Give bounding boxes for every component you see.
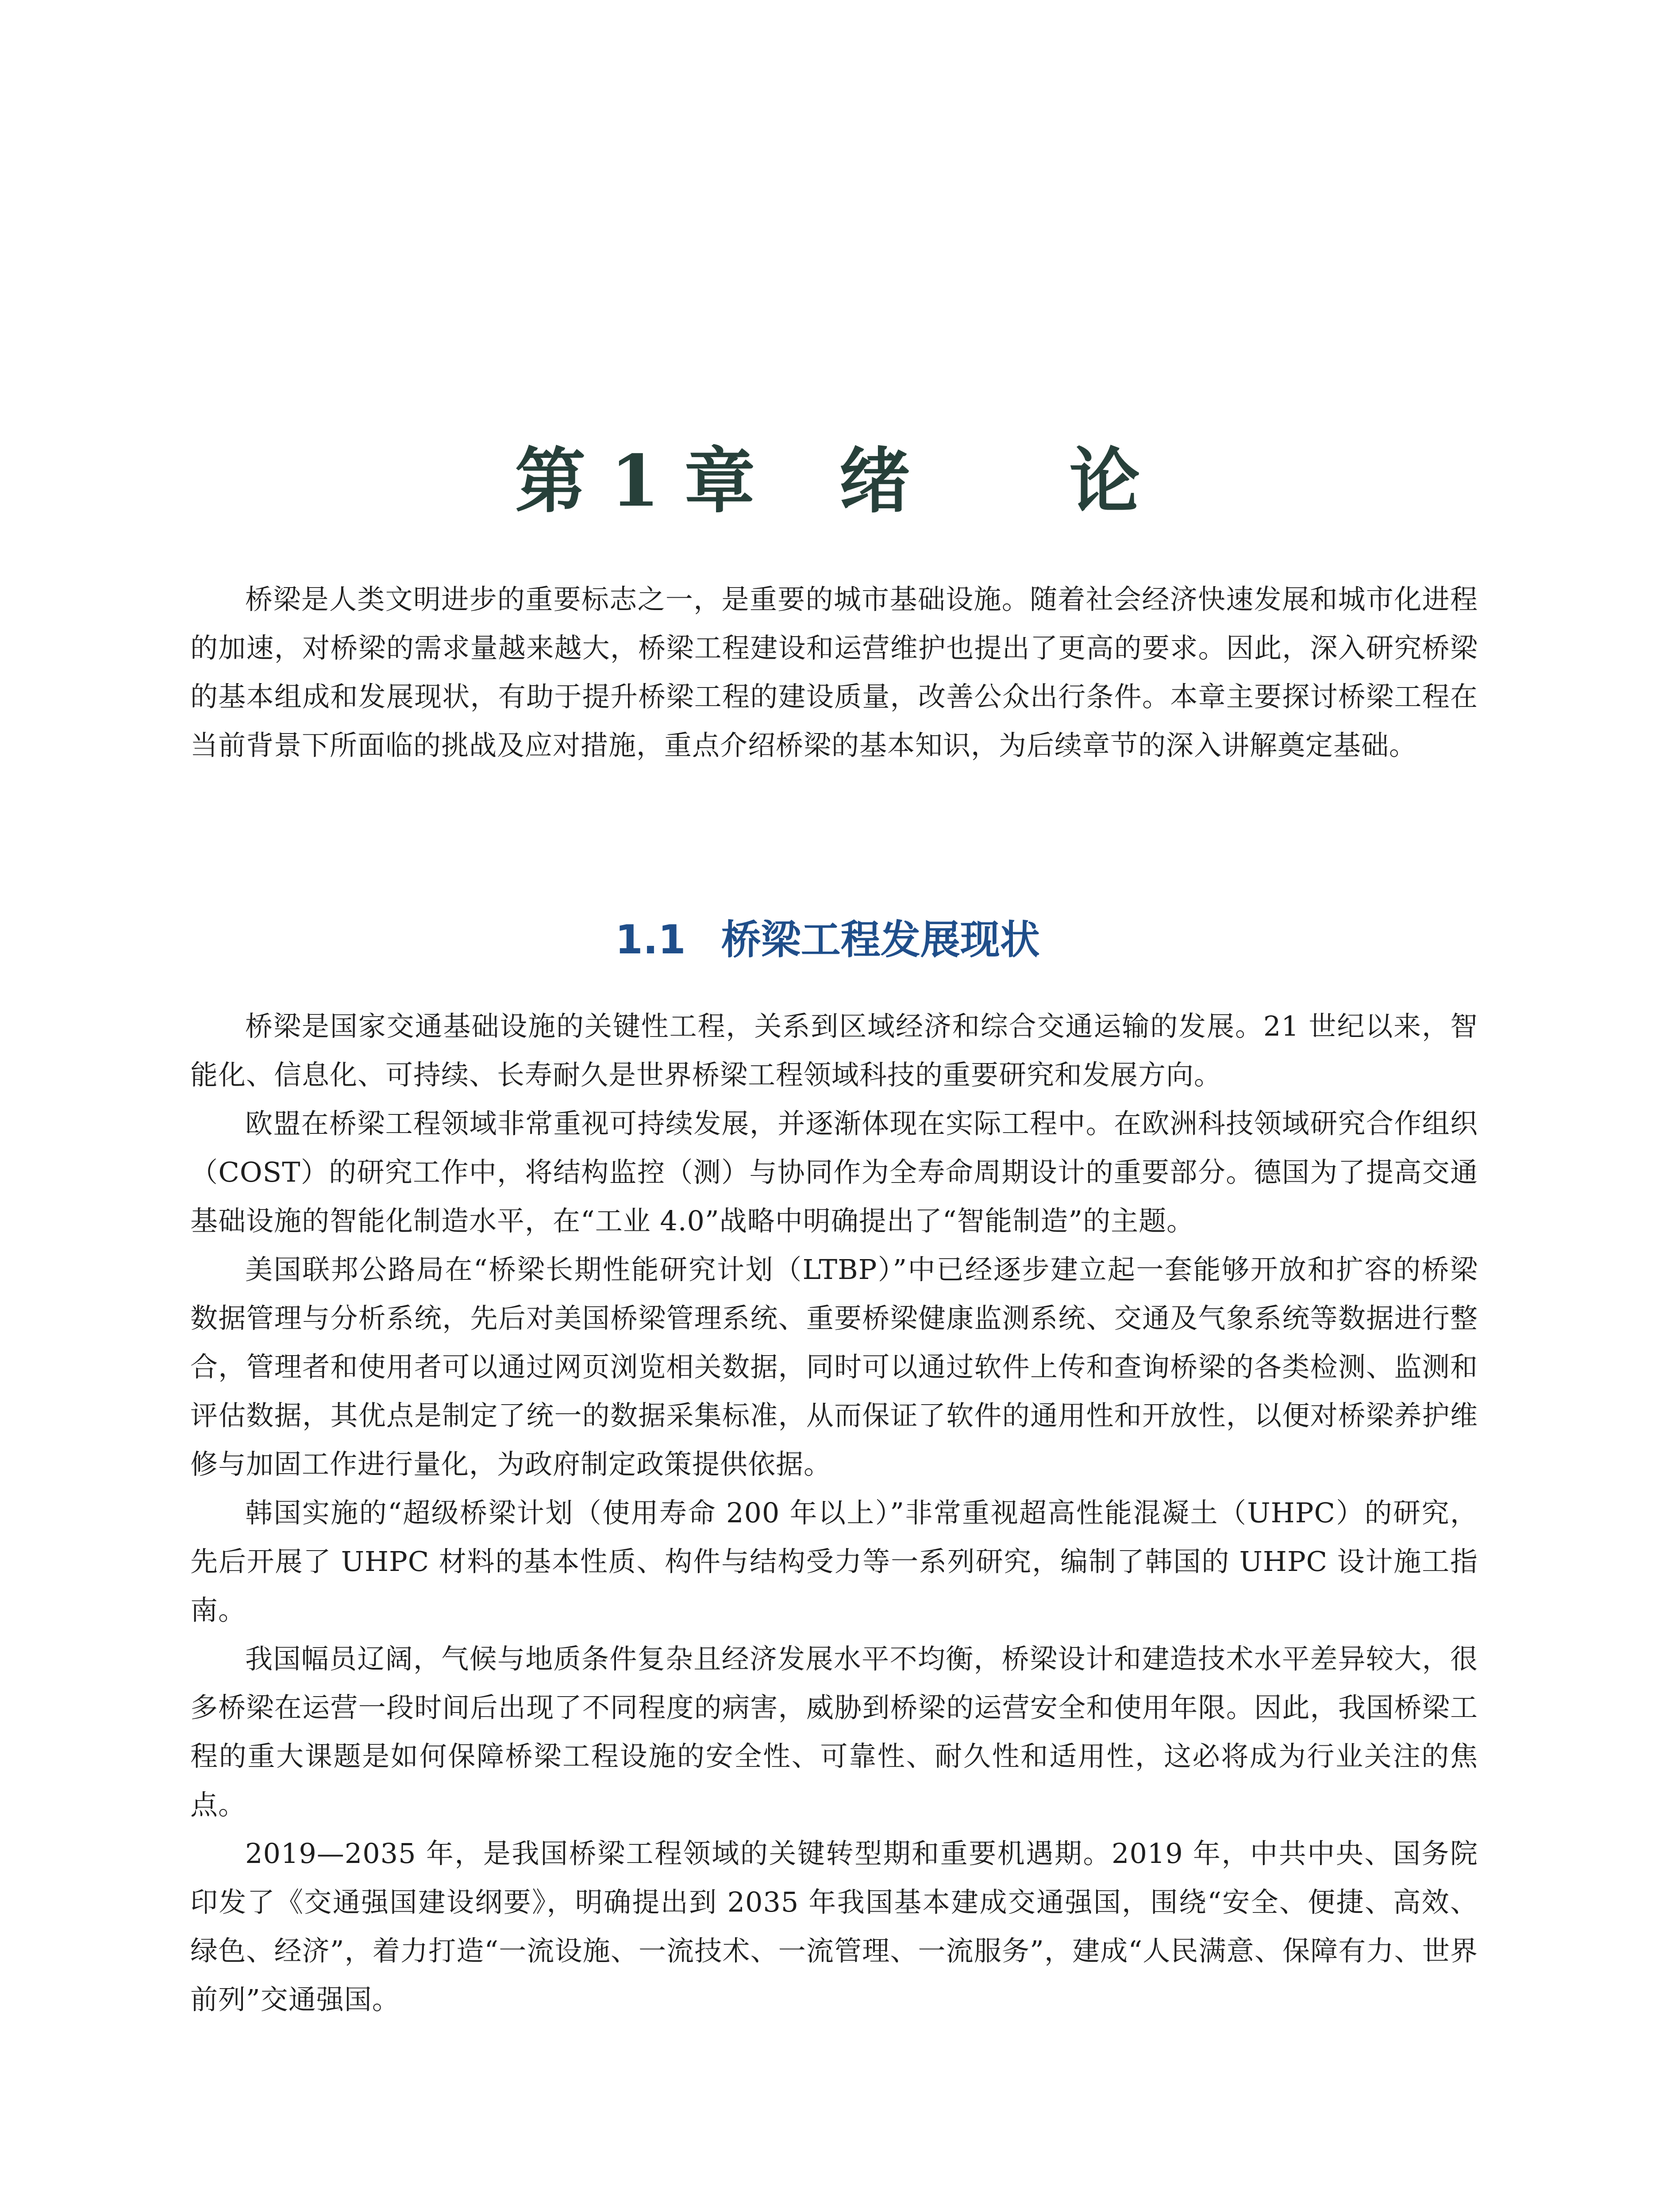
- chapter-intro: [190, 575, 1478, 770]
- section-body: [190, 1002, 1478, 2024]
- chapter-title: [0, 437, 1655, 525]
- body-paragraph: 桥梁是国家交通基础设施的关键性工程，关系到区域经济和综合交通运输的发展。21 世纪以来，智能化、信息化、可持续、长寿耐久是世界桥梁工程领域科技的重要研究和发展方向。: [190, 1010, 1478, 1091]
- section-title: 桥梁工程发展现状: [721, 916, 1040, 963]
- body-paragraph: 美国联邦公路局在“桥梁长期性能研究计划（LTBP）”中已经逐步建立起一套能够开放和扩容的桥梁数据管理与分析系统，先后对美国桥梁管理系统、重要桥梁健康监测系统、交通及气象系统等数据进行整合，管理者和使用者可以通过网页浏览相关数据，同时可以通过软件上传和查询桥梁的各类检测、监测和评估数据，其优点是制定了统一的数据采集标准，从而保证了软件的通用性和开放性，以便对桥梁养护维修与加固工作进行量化，为政府制定政策提供依据。: [190, 1253, 1478, 1480]
- section-heading: [0, 914, 1655, 967]
- chapter-title-char-1: 绪: [839, 439, 910, 523]
- body-paragraph: 我国幅员辽阔，气候与地质条件复杂且经济发展水平不均衡，桥梁设计和建造技术水平差异较大，很多桥梁在运营一段时间后出现了不同程度的病害，威胁到桥梁的运营安全和使用年限。因此，我国桥梁工程的重大课题是如何保障桥梁工程设施的安全性、可靠性、耐久性和适用性，这必将成为行业关注的焦点。: [190, 1643, 1478, 1821]
- body-paragraph: 欧盟在桥梁工程领域非常重视可持续发展，并逐渐体现在实际工程中。在欧洲科技领域研究合作组织（COST）的研究工作中，将结构监控（测）与协同作为全寿命周期设计的重要部分。德国为了提高交通基础设施的智能化制造水平，在“工业 4.0”战略中明确提出了“智能制造”的主题。: [190, 1107, 1478, 1237]
- body-paragraph: 2019—2035 年，是我国桥梁工程领域的关键转型期和重要机遇期。2019 年，中共中央、国务院印发了《交通强国建设纲要》，明确提出到 2035 年我国基本建成交通强国，围绕“安全、便捷、高效、绿色、经济”，着力打造“一流设施、一流技术、一流管理、一流服务”，建成“人民满意、保障有力、世界前列”交通强国。: [190, 1837, 1478, 2016]
- intro-paragraph: 桥梁是人类文明进步的重要标志之一，是重要的城市基础设施。随着社会经济快速发展和城市化进程的加速，对桥梁的需求量越来越大，桥梁工程建设和运营维护也提出了更高的要求。因此，深入研究桥梁的基本组成和发展现状，有助于提升桥梁工程的建设质量，改善公众出行条件。本章主要探讨桥梁工程在当前背景下所面临的挑战及应对措施，重点介绍桥梁的基本知识，为后续章节的深入讲解奠定基础。: [190, 583, 1478, 761]
- chapter-title-char-2: 论: [1069, 439, 1140, 523]
- body-paragraph: 韩国实施的“超级桥梁计划（使用寿命 200 年以上）”非常重视超高性能混凝土（UHPC）的研究，先后开展了 UHPC 材料的基本性质、构件与结构受力等一系列研究，编制了韩国的 UHPC 设计施工指南。: [190, 1497, 1478, 1626]
- section-number: 1.1: [615, 916, 686, 963]
- chapter-number: 第 1 章: [515, 439, 755, 523]
